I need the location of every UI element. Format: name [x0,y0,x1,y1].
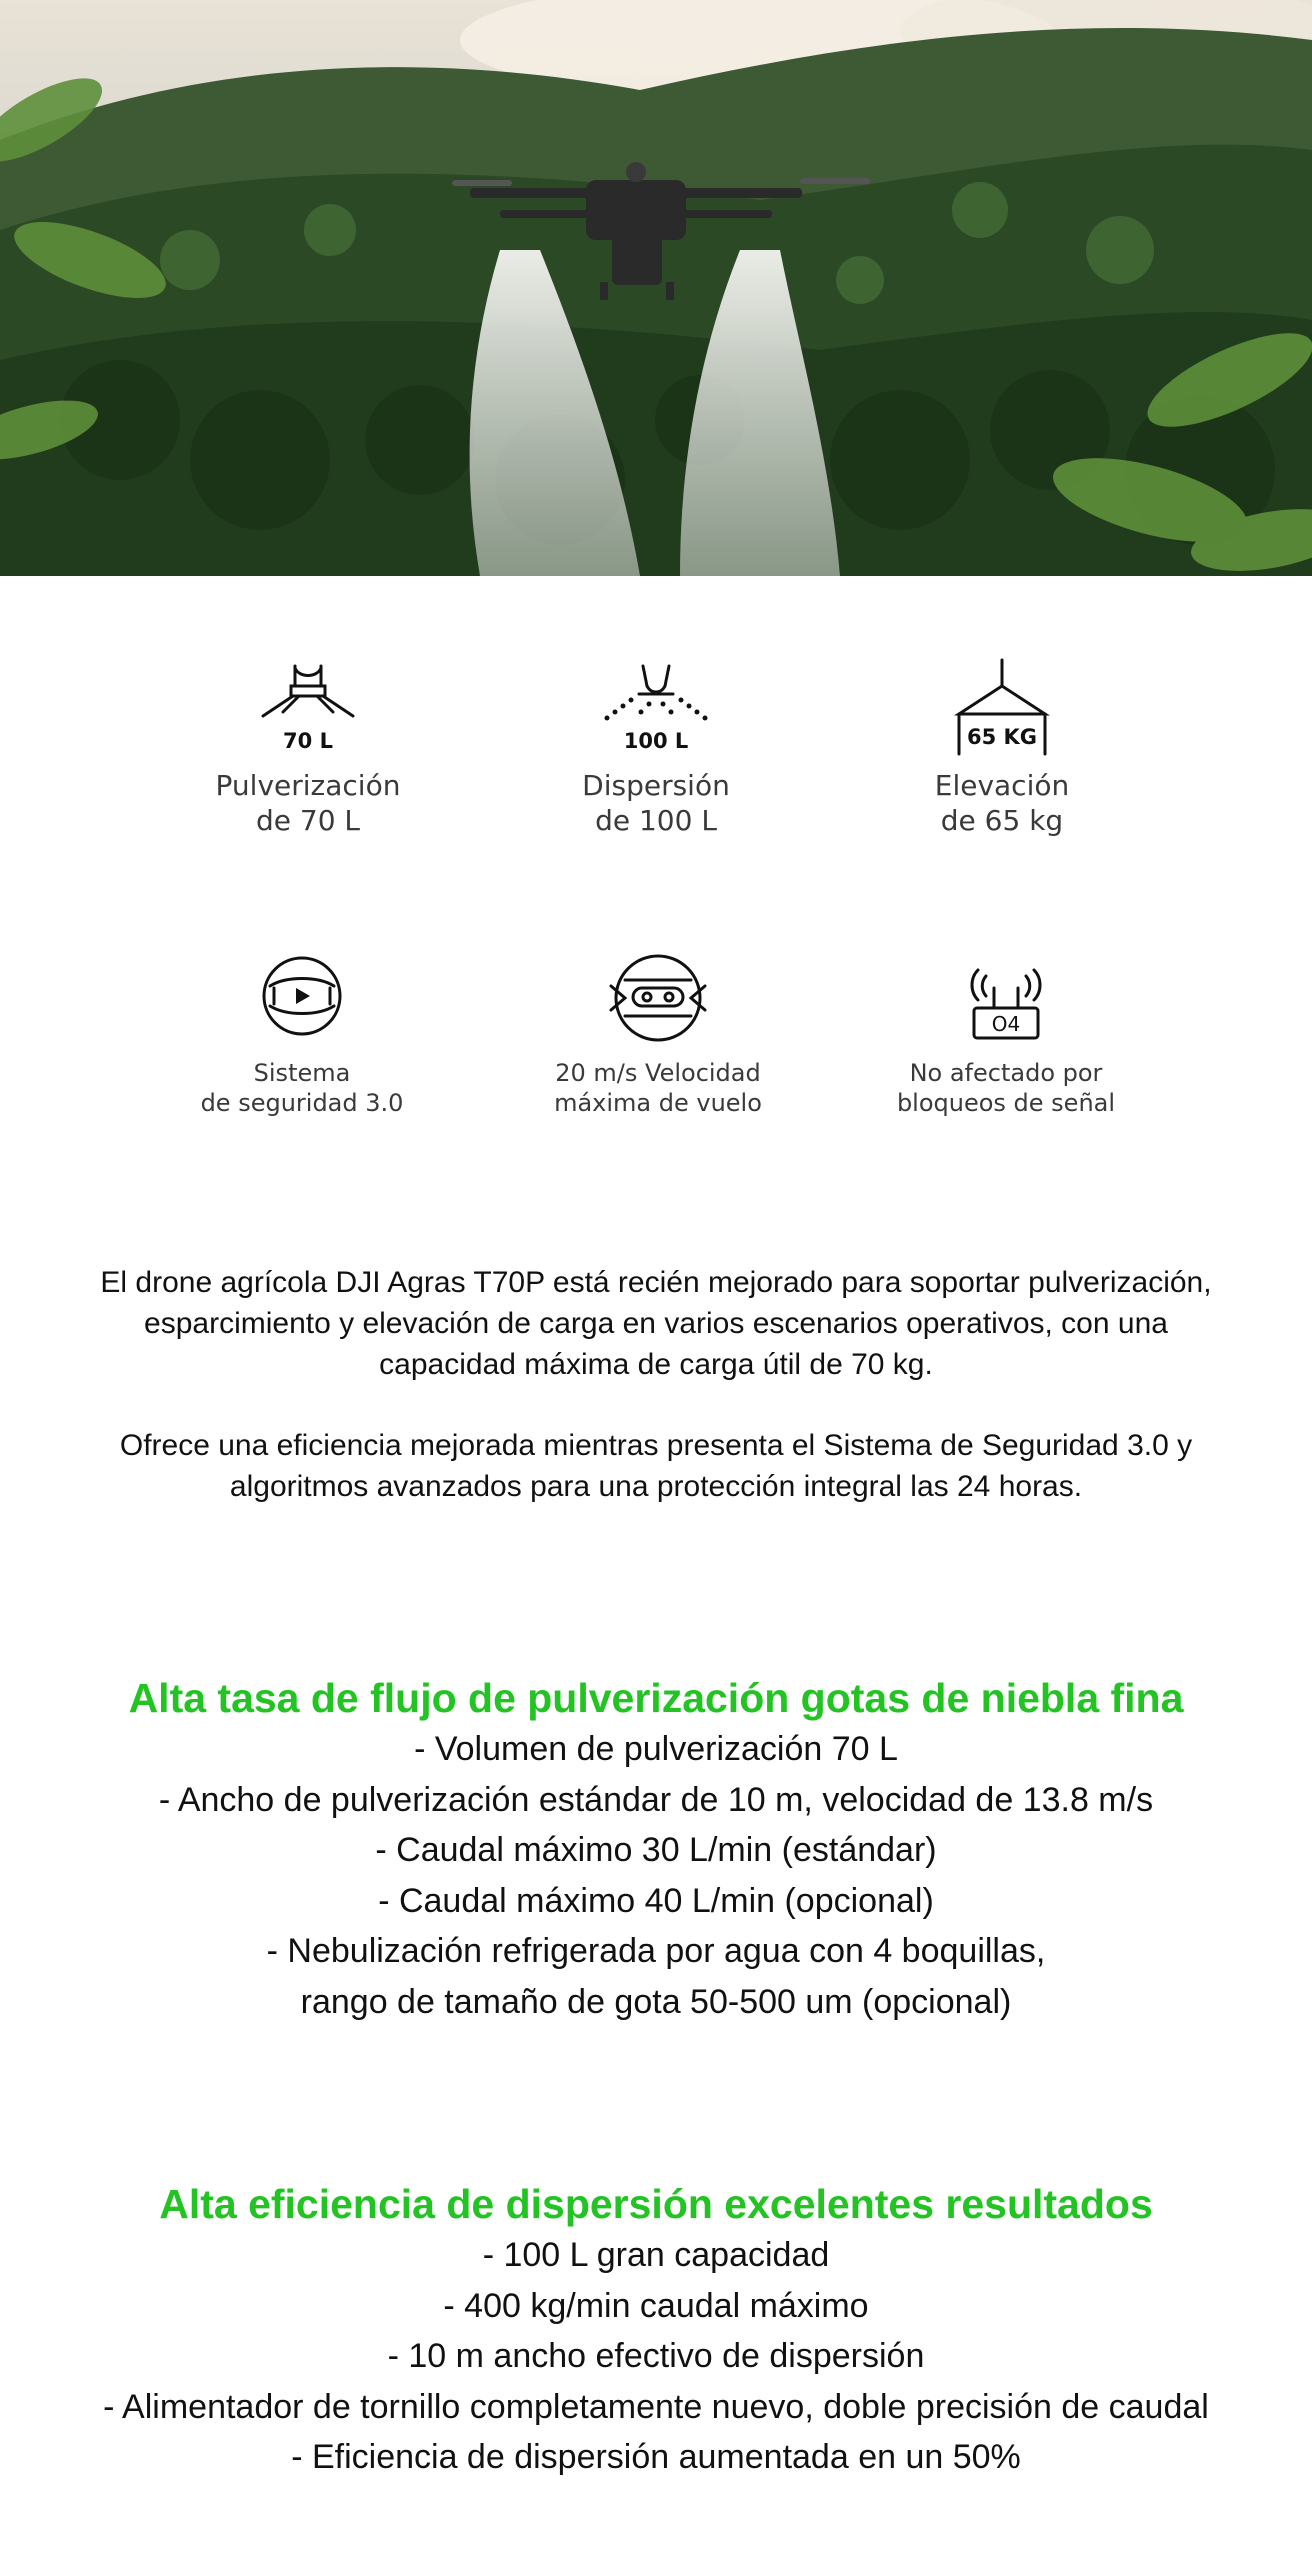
svg-text:70 L: 70 L [283,729,333,753]
feature-grid [0,576,1312,1216]
hero-image [0,0,1312,576]
feature-label-line2: de 65 kg [940,804,1064,837]
drone-speed-icon [603,946,713,1046]
feature-spreading [496,656,816,838]
svg-text:100 L: 100 L [623,729,689,753]
feature-lifting [842,656,1162,838]
section-line: rango de tamaño de gota 50-500 um (opcional) [300,1982,1012,2021]
section-line: - Caudal máximo 40 L/min (opcional) [378,1881,934,1920]
description-paragraph-2: Ofrece una eficiencia mejorada mientras presenta el Sistema de Seguridad 3.0 y algoritmos avanzados para una protección integral las 24 horas. [119,1429,1193,1503]
section-line: - 100 L gran capacidad [482,2236,830,2274]
svg-text:65 KG: 65 KG [966,725,1038,749]
section-spreading [30,2178,1282,2483]
feature-spraying [148,656,468,838]
feature-label-line2: máxima de vuelo [554,1089,762,1117]
section-line: - Caudal máximo 30 L/min (estándar) [375,1831,937,1869]
section-line: - Alimentador de tornillo completamente nuevo, doble precisión de caudal [103,2387,1209,2426]
product-description [56,1262,1256,1547]
section-line: - Nebulización refrigerada por agua con 4 boquillas, [266,1932,1046,1970]
feature-label-line1: 20 m/s Velocidad [555,1059,761,1087]
lift-hook-icon [937,656,1067,756]
section-spraying [30,1672,1282,2027]
feature-max-speed [498,946,818,1118]
feature-safety-system [142,946,462,1118]
feature-label-line1: Dispersión [582,769,730,802]
section-title: Alta tasa de flujo de pulverización gotas de niebla fina [128,1675,1184,1721]
o4-transmission-icon [956,946,1056,1046]
spreader-icon [591,656,721,756]
section-line: - Eficiencia de dispersión aumentada en un 50% [291,2438,1021,2476]
feature-label-line2: de seguridad 3.0 [200,1089,404,1117]
feature-label-line2: de 100 L [595,804,717,837]
feature-signal-transmission [846,946,1166,1118]
feature-label-line2: bloqueos de señal [896,1089,1116,1117]
svg-text:O4: O4 [991,1012,1021,1036]
description-paragraph-1: El drone agrícola DJI Agras T70P está recién mejorado para soportar pulverización, esparcimiento y elevación de carga en varios escenarios operativos, con una capacidad máxima de carga útil de 70 kg. [100,1266,1212,1381]
section-line: - Ancho de pulverización estándar de 10 m, velocidad de 13.8 m/s [158,1780,1154,1819]
feature-label-line1: No afectado por [909,1059,1103,1087]
drone-spraying-photo [0,0,1312,576]
section-line: - 400 kg/min caudal máximo [443,2286,869,2325]
feature-label-line1: Pulverización [215,769,401,802]
section-line: - 10 m ancho efectivo de dispersión [387,2337,925,2375]
section-line: - Volumen de pulverización 70 L [414,1730,898,1768]
safety-radar-icon [252,946,352,1046]
section-title: Alta eficiencia de dispersión excelentes resultados [159,2181,1153,2227]
feature-label-line1: Sistema [253,1059,351,1087]
spray-nozzle-icon [243,656,373,756]
feature-label-line2: de 70 L [255,804,361,837]
feature-label-line1: Elevación [934,769,1070,802]
